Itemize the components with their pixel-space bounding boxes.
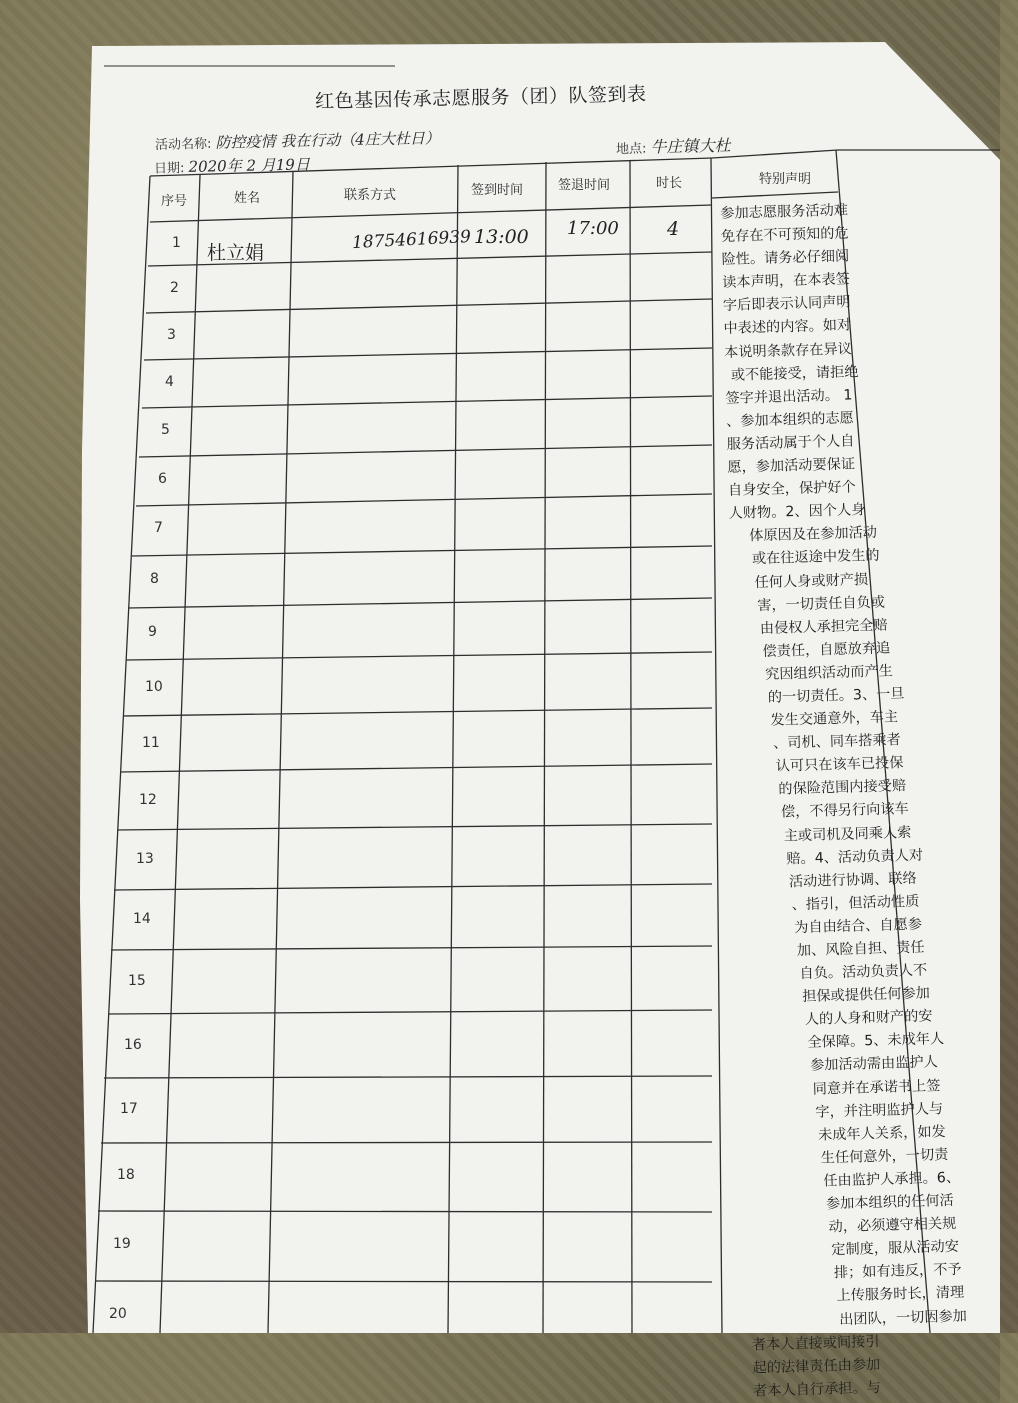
statement-line: 自负。活动负责人不 bbox=[799, 962, 928, 983]
activity-label: 活动名称: bbox=[154, 136, 212, 153]
statement-line: 任何人身或财产损 bbox=[754, 571, 869, 591]
statement-line: 参加志愿服务活动难 bbox=[720, 202, 849, 222]
statement-line: 自身安全，保护好个 bbox=[727, 479, 856, 500]
statement-line: 出团队，一切因参加 bbox=[839, 1308, 968, 1328]
statement-line: 赔。4、活动负责人对 bbox=[786, 847, 924, 868]
row-number: 17 bbox=[120, 1101, 138, 1117]
statement-line: 偿，不得另行向该车 bbox=[780, 801, 909, 821]
row-number: 18 bbox=[117, 1167, 135, 1183]
statement-line: 为自由结合、自愿参 bbox=[794, 916, 923, 937]
statement-line: 、司机、同车搭乘者 bbox=[772, 732, 901, 752]
statement-line: 的一切责任。3、一旦 bbox=[767, 686, 905, 706]
location-value: 牛庄镇大杜 bbox=[650, 135, 731, 157]
header-name: 姓名 bbox=[234, 191, 261, 206]
header-contact: 联系方式 bbox=[344, 188, 397, 203]
entry-name: 杜立娟 bbox=[207, 242, 265, 264]
statement-line: 中表述的内容。如对 bbox=[723, 317, 852, 338]
row-number: 3 bbox=[167, 327, 176, 343]
statement-line: 字后即表示认同声明 bbox=[722, 294, 851, 315]
location-line bbox=[616, 133, 731, 158]
statement-line: 动，必须遵守相关规 bbox=[828, 1215, 957, 1236]
statement-line: 上传服务时长，清理 bbox=[836, 1285, 965, 1305]
entry-duration: 4 bbox=[667, 218, 680, 240]
statement-line: 害，一切责任自负或 bbox=[757, 594, 886, 614]
header-checkin: 签到时间 bbox=[471, 183, 524, 198]
statement-line: 同意并在承诺书上签 bbox=[812, 1077, 941, 1098]
statement-line: 字，并注明监护人与 bbox=[815, 1100, 944, 1121]
statement-line: 人财物。2、因个人身 bbox=[728, 502, 866, 523]
statement-line: 全保障。5、未成年人 bbox=[807, 1031, 945, 1052]
statement-line: 担保或提供任何参加 bbox=[801, 985, 931, 1006]
date-line bbox=[154, 153, 310, 177]
statement-line: 、指引，但活动性质 bbox=[791, 893, 920, 914]
date-value: 2020年 2 月19日 bbox=[188, 155, 311, 176]
row-number: 9 bbox=[148, 624, 157, 640]
statement-line: 参加活动需由监护人 bbox=[809, 1054, 939, 1075]
header-checkout: 签退时间 bbox=[558, 178, 611, 193]
statement-line: 活动进行协调、联络 bbox=[788, 870, 917, 891]
header-statement: 特别声明 bbox=[759, 172, 812, 187]
statement-line: 签字并退出活动。 1 bbox=[725, 387, 853, 407]
row-number: 1 bbox=[172, 235, 181, 251]
special-statement bbox=[720, 196, 1018, 1403]
statement-line: 偿责任，自愿放弃追 bbox=[762, 640, 891, 660]
statement-line: 起的法律责任由参加 bbox=[752, 1356, 881, 1377]
statement-line: 或在往返途中发生的 bbox=[751, 548, 880, 568]
statement-line: 发生交通意外，车主 bbox=[770, 709, 899, 729]
row-number: 13 bbox=[136, 851, 154, 867]
statement-line: 生任何意外，一切责 bbox=[820, 1146, 949, 1167]
location-label: 地点: bbox=[615, 141, 647, 158]
statement-line: 主或司机及同乘人索 bbox=[783, 824, 912, 844]
statement-line: 者本人直接或间接引 bbox=[751, 1333, 880, 1354]
row-number: 20 bbox=[109, 1306, 127, 1322]
row-number: 7 bbox=[154, 520, 163, 536]
statement-line: 加、风险自担、责任 bbox=[796, 939, 925, 960]
statement-line: 排；如有违反，不予 bbox=[833, 1261, 962, 1282]
statement-line: 人的人身和财产的安 bbox=[804, 1008, 933, 1029]
statement-line: 者本人自行承担。与 bbox=[752, 1379, 882, 1400]
date-label: 日期: bbox=[153, 160, 185, 177]
statement-line: 任由监护人承担。6、 bbox=[823, 1169, 961, 1190]
row-number: 14 bbox=[133, 911, 151, 927]
statement-line: 体原因及在参加活动 bbox=[749, 525, 878, 545]
entry-phone: 18754616939 bbox=[351, 226, 472, 254]
statement-line: 或不能接受，请拒绝 bbox=[730, 363, 859, 384]
entry-checkin: 13:00 bbox=[474, 226, 529, 248]
row-number: 4 bbox=[165, 374, 174, 390]
statement-line: 险性。请务必仔细阅 bbox=[721, 248, 850, 269]
row-number: 16 bbox=[124, 1037, 142, 1053]
row-number: 10 bbox=[145, 679, 163, 695]
entry-checkout: 17:00 bbox=[567, 218, 619, 239]
statement-line: 服务活动属于个人自 bbox=[726, 433, 855, 453]
statement-line: 本说明条款存在异议 bbox=[723, 340, 853, 361]
statement-line: 由侵权人承担完全赔 bbox=[759, 617, 888, 637]
statement-line: 免存在不可预知的危 bbox=[720, 225, 849, 246]
statement-line: 愿，参加活动要保证 bbox=[727, 456, 856, 476]
document-title: 红色基因传承志愿服务（团）队签到表 bbox=[314, 83, 647, 113]
statement-line: 未成年人关系，如发 bbox=[817, 1123, 946, 1144]
row-number: 19 bbox=[113, 1236, 131, 1252]
statement-line: 、参加本组织的志愿 bbox=[725, 410, 854, 430]
statement-line: 究因组织活动而产生 bbox=[764, 663, 894, 683]
row-number: 6 bbox=[158, 471, 167, 487]
statement-line: 认可只在该车已投保 bbox=[775, 755, 904, 775]
statement-line: 读本声明，在本表签 bbox=[722, 271, 851, 292]
row-number: 12 bbox=[139, 792, 157, 808]
header-duration: 时长 bbox=[656, 176, 683, 191]
row-number: 8 bbox=[150, 571, 159, 587]
statement-line: 的保险范围内接受赔 bbox=[778, 778, 907, 798]
row-number: 2 bbox=[170, 280, 179, 296]
row-number: 11 bbox=[142, 735, 160, 751]
header-seq: 序号 bbox=[161, 194, 188, 209]
statement-line: 参加本组织的任何活 bbox=[825, 1192, 954, 1213]
row-number: 15 bbox=[128, 973, 146, 989]
statement-line: 定制度，服从活动安 bbox=[831, 1238, 960, 1259]
activity-value: 防控疫情 我在行动（4庄大杜日） bbox=[215, 129, 441, 152]
row-number: 5 bbox=[161, 422, 170, 438]
